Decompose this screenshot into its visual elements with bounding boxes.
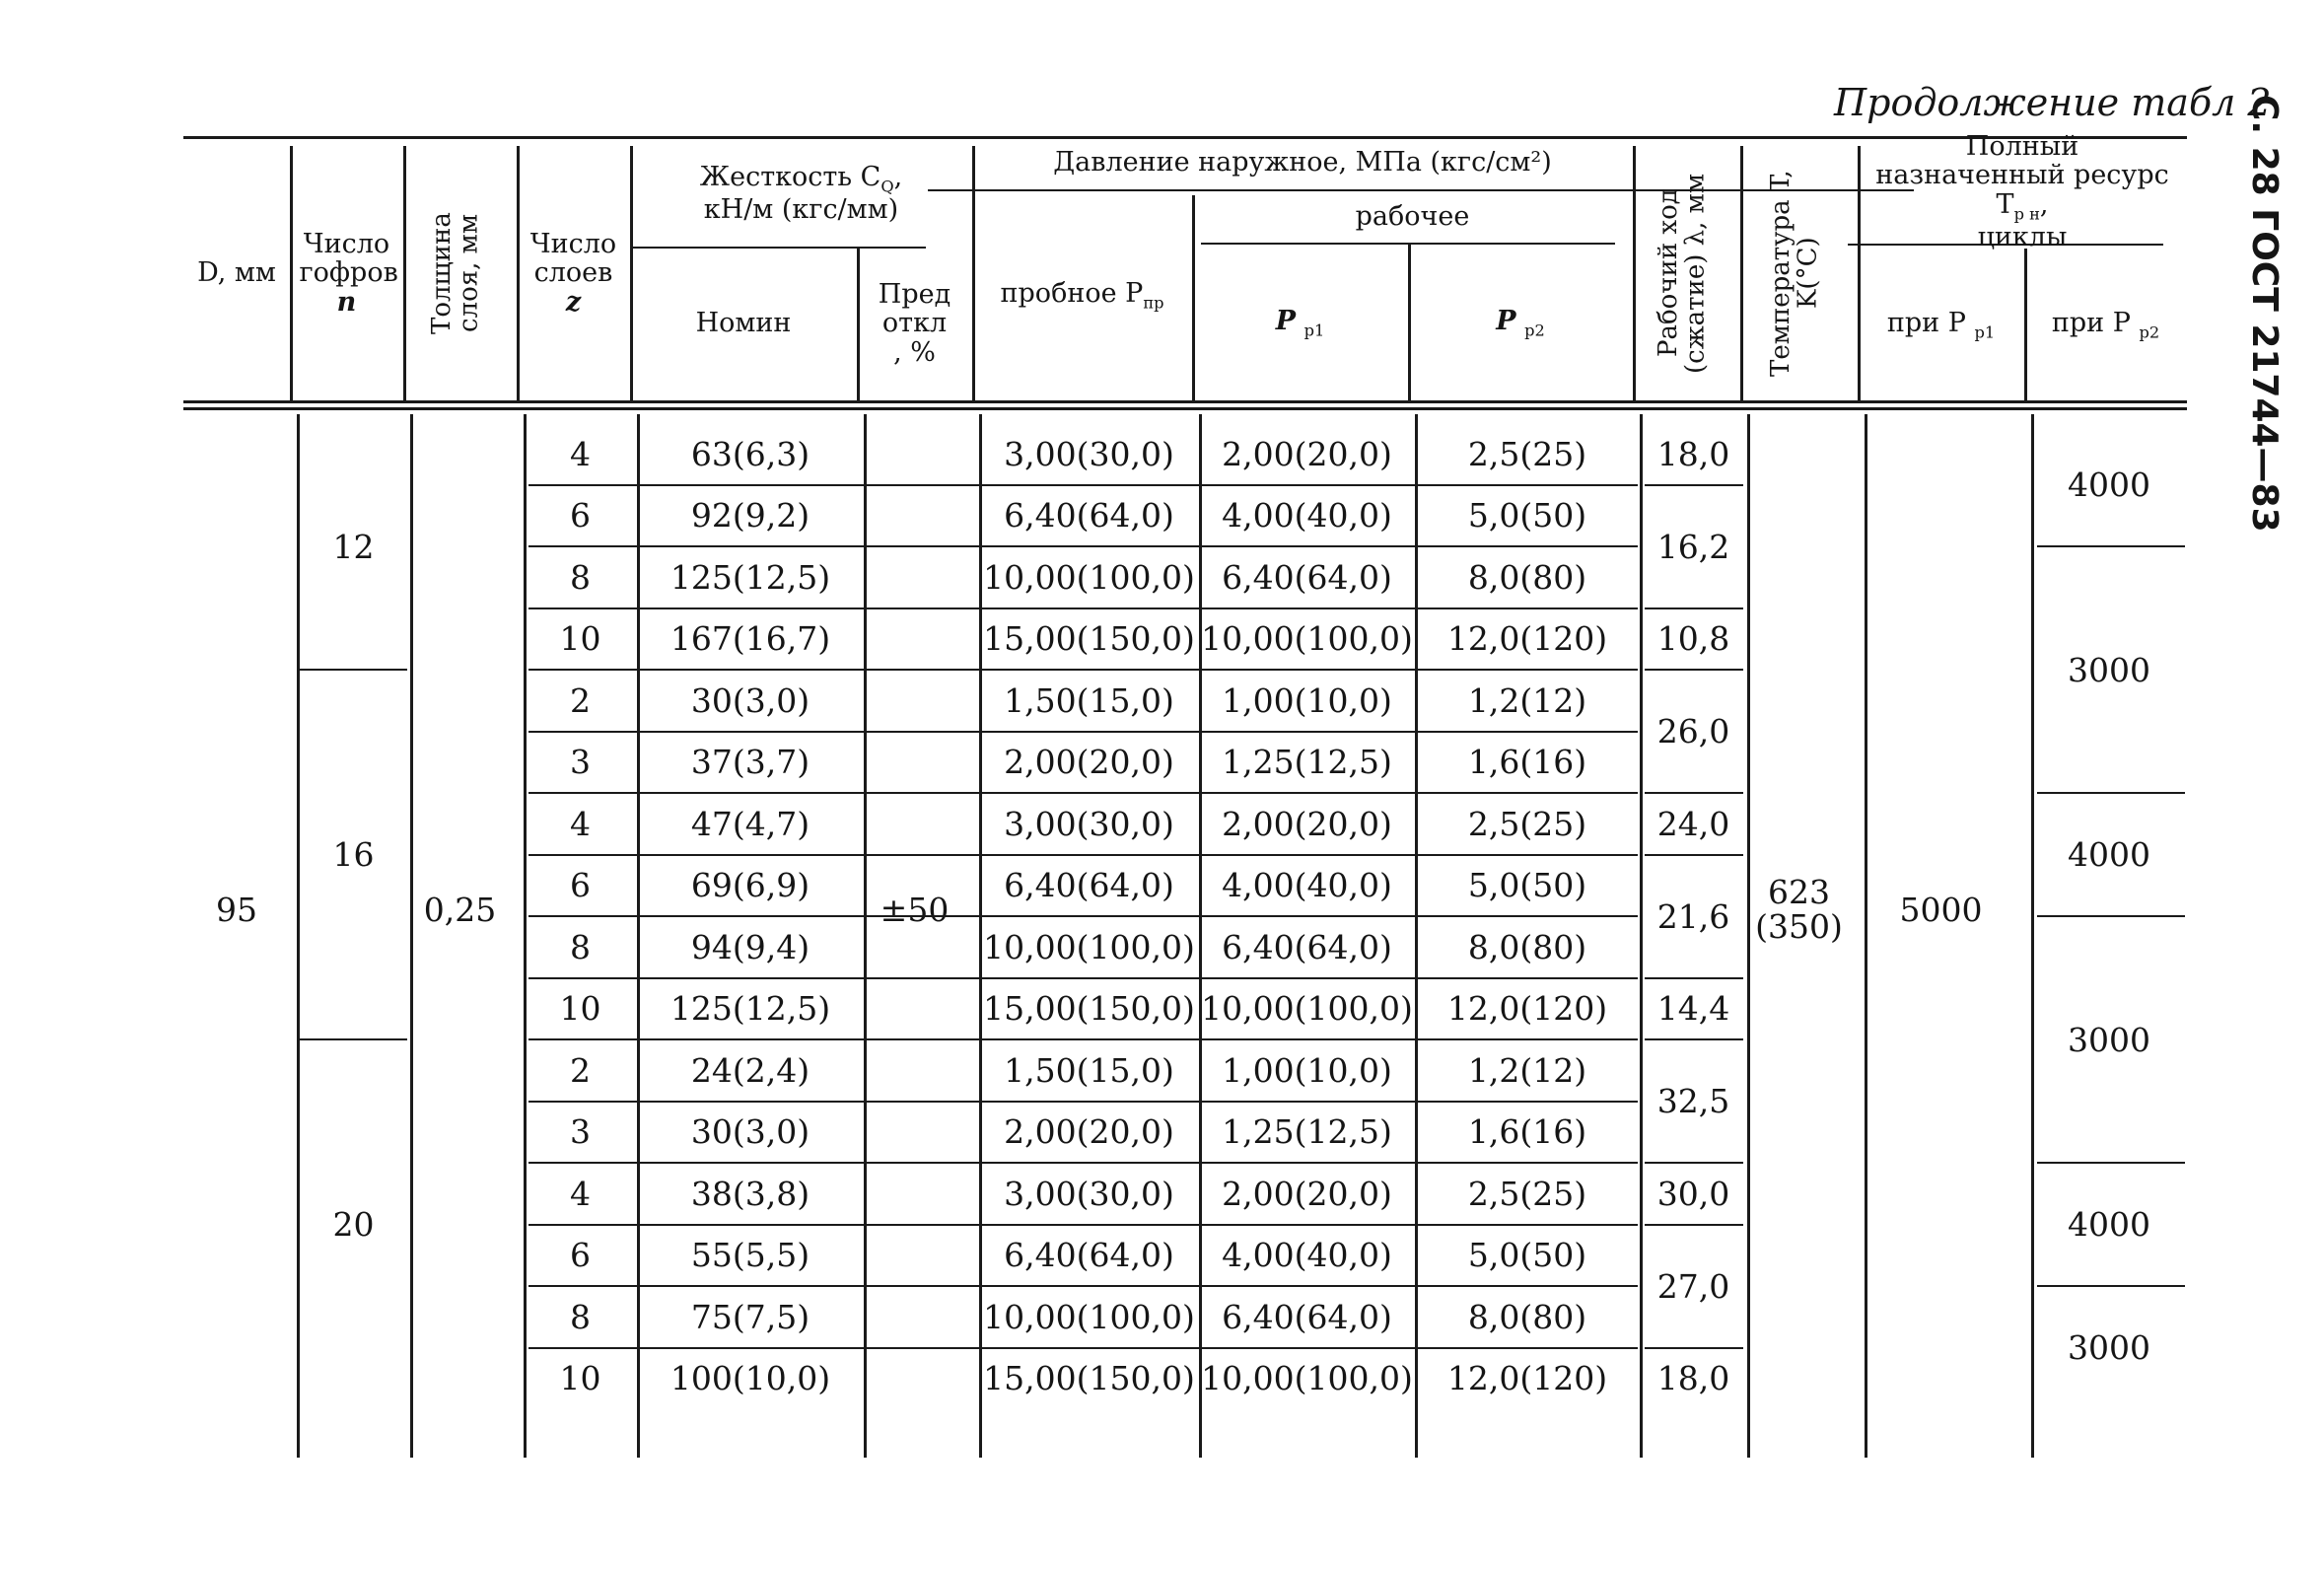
bellows-parameters-table <box>183 131 2187 1458</box>
col-header-thickness-text: Толщина слоя, мм <box>426 212 483 334</box>
cell-working-p2: 2,5(25) <box>1467 804 1587 843</box>
col-header-p2 <box>1408 245 1633 400</box>
stiffness-label: Жесткость C <box>699 161 881 192</box>
cell-test-pressure: 6,40(64,0) <box>1004 866 1174 905</box>
cell-working-p1: 10,00(100,0) <box>1201 1359 1413 1398</box>
cell-test-pressure: 15,00(150,0) <box>983 619 1195 659</box>
cell-working-p1: 4,00(40,0) <box>1222 496 1392 536</box>
cell-nominal-stiffness: 69(6,9) <box>690 866 810 905</box>
cell-working-p1: 6,40(64,0) <box>1222 927 1392 966</box>
cell-working-p1: 6,40(64,0) <box>1222 557 1392 597</box>
cell-nominal-stiffness: 47(4,7) <box>690 804 810 843</box>
cell-test-pressure: 10,00(100,0) <box>983 557 1195 597</box>
body-vline <box>410 414 413 1458</box>
cell-working-p2: 5,0(50) <box>1467 866 1587 905</box>
cell-nominal-stiffness: 63(6,3) <box>690 434 810 473</box>
resource-sub: р н <box>2013 204 2040 224</box>
cell-layers: 6 <box>570 496 591 536</box>
cell-layers: 8 <box>570 927 591 966</box>
col-header-stiffness-units: кН/м (кгс/мм) <box>703 193 899 225</box>
cell-corrugations: 20 <box>332 1205 375 1245</box>
cell-nominal-stiffness: 55(5,5) <box>690 1236 810 1275</box>
cell-working-p1: 4,00(40,0) <box>1222 1236 1392 1275</box>
cell-working-p2: 1,2(12) <box>1467 1050 1587 1090</box>
thickness-value: 0,25 <box>423 890 497 929</box>
cell-layers: 4 <box>570 804 591 843</box>
cell-stroke: 21,6 <box>1656 896 1730 936</box>
cell-stroke: 30,0 <box>1656 1174 1730 1213</box>
col-header-layers-var: z <box>565 286 582 318</box>
cell-layers: 4 <box>570 434 591 473</box>
cell-working-p2: 2,5(25) <box>1467 1174 1587 1213</box>
header-bottom-rule-2 <box>183 407 2187 410</box>
cell-test-pressure: 1,50(15,0) <box>1004 680 1174 720</box>
continuation-caption: Продолжение табл 2 <box>1834 81 2272 124</box>
cell-working-p2: 12,0(120) <box>1446 989 1608 1029</box>
res-p1-text: при P <box>1886 307 1966 338</box>
cell-test-pressure: 6,40(64,0) <box>1004 1236 1174 1275</box>
tolerance-value: ±50 <box>880 890 950 929</box>
side-standard-label <box>2234 95 2293 558</box>
cell-working-p1: 1,25(12,5) <box>1222 743 1392 782</box>
col-header-test-pressure <box>972 189 1192 400</box>
col-header-stiffness-title: Жесткость $C_Q$, <box>699 161 903 196</box>
p2-label <box>1496 307 1545 339</box>
cell-nominal-stiffness: 24(2,4) <box>690 1050 810 1090</box>
cell-working-p1: 10,00(100,0) <box>1201 989 1413 1029</box>
cell-test-pressure: 3,00(30,0) <box>1004 1174 1174 1213</box>
test-pressure-text: пробное P <box>1000 277 1144 309</box>
cell-working-p2: 5,0(50) <box>1467 496 1587 536</box>
cell-working-p2: 1,6(16) <box>1467 743 1587 782</box>
col-header-p1 <box>1192 245 1408 400</box>
cell-working-p2: 12,0(120) <box>1446 619 1608 659</box>
col-header-corrugations <box>290 146 403 400</box>
cell-test-pressure: 2,00(20,0) <box>1004 743 1174 782</box>
res-p2-sub: p2 <box>2139 322 2160 341</box>
col-header-thickness <box>403 146 517 400</box>
cell-nominal-stiffness: 167(16,7) <box>669 619 831 659</box>
cell-stroke: 26,0 <box>1656 712 1730 751</box>
cell-test-pressure: 15,00(150,0) <box>983 989 1195 1029</box>
cell-layers: 10 <box>559 619 601 659</box>
cell-working-p2: 8,0(80) <box>1467 1297 1587 1336</box>
col-header-stroke <box>1633 146 1740 400</box>
cell-layers: 10 <box>559 1359 601 1398</box>
cell-resource-p2: 3000 <box>2068 650 2150 689</box>
cell-resource-p2: 4000 <box>2068 835 2150 875</box>
resource-title-text: Полный назначенный ресурс T <box>1875 131 2169 220</box>
cell-layers: 2 <box>570 1050 591 1090</box>
cell-nominal-stiffness: 100(10,0) <box>669 1359 831 1398</box>
col-header-tolerance <box>857 247 972 400</box>
cell-working-p2: 5,0(50) <box>1467 1236 1587 1275</box>
res-p2-text: при P <box>2051 307 2131 338</box>
cell-working-p1: 4,00(40,0) <box>1222 866 1392 905</box>
cell-layers: 6 <box>570 866 591 905</box>
res-p1-sub: p1 <box>1974 322 1996 341</box>
cell-layers: 3 <box>570 1112 591 1152</box>
col-header-res-p1 <box>1858 249 2024 400</box>
cell-test-pressure: 3,00(30,0) <box>1004 804 1174 843</box>
cell-nominal-stiffness: 92(9,2) <box>690 496 810 536</box>
standard-code-text: С. 28 ГОСТ 21744—83 <box>2244 95 2285 533</box>
cell-working-p1: 2,00(20,0) <box>1222 1174 1392 1213</box>
cell-nominal-stiffness: 125(12,5) <box>669 989 831 1029</box>
col-header-temperature <box>1740 146 1858 400</box>
cell-test-pressure: 10,00(100,0) <box>983 927 1195 966</box>
cell-working-p1: 1,00(10,0) <box>1222 1050 1392 1090</box>
cell-working-p2: 2,5(25) <box>1467 434 1587 473</box>
body-vline <box>1865 414 1867 1458</box>
col-header-res-p2 <box>2024 249 2187 400</box>
d-value: 95 <box>216 890 257 929</box>
cell-layers: 8 <box>570 557 591 597</box>
p1-var: P <box>1275 305 1297 336</box>
cell-stroke: 10,8 <box>1656 619 1730 659</box>
col-header-d: D, мм <box>197 257 276 289</box>
cell-layers: 3 <box>570 743 591 782</box>
col-header-layers-text: Число слоев <box>529 229 617 289</box>
cell-working-p1: 1,25(12,5) <box>1222 1112 1392 1152</box>
cell-working-p2: 1,2(12) <box>1467 680 1587 720</box>
cell-working-p1: 6,40(64,0) <box>1222 1297 1392 1336</box>
cell-layers: 4 <box>570 1174 591 1213</box>
cell-test-pressure: 6,40(64,0) <box>1004 496 1174 536</box>
col-header-tolerance-text: Пред откл , % <box>878 279 951 368</box>
cell-layers: 6 <box>570 1236 591 1275</box>
cell-test-pressure: 15,00(150,0) <box>983 1359 1195 1398</box>
cell-stroke: 24,0 <box>1656 804 1730 843</box>
body-vline <box>864 414 867 1458</box>
res-p2-label <box>2052 309 2159 341</box>
cell-working-p1: 10,00(100,0) <box>1201 619 1413 659</box>
body-vline <box>1747 414 1750 1458</box>
cell-nominal-stiffness: 30(3,0) <box>690 680 810 720</box>
cell-working-p2: 1,6(16) <box>1467 1112 1587 1152</box>
resource-p1-value: 5000 <box>1899 890 1983 929</box>
temperature-value-text: 623 (350) <box>1755 873 1843 946</box>
cell-test-pressure: 2,00(20,0) <box>1004 1112 1174 1152</box>
p2-sub: p2 <box>1524 320 1545 339</box>
cell-test-pressure: 10,00(100,0) <box>983 1297 1195 1336</box>
col-header-temperature-text: Температура T, K(°C) <box>1765 170 1822 377</box>
cell-nominal-stiffness: 94(9,4) <box>690 927 810 966</box>
res-p1-label <box>1887 309 1995 341</box>
cell-stroke: 18,0 <box>1656 434 1730 473</box>
col-header-corrugations-text: Число гофров <box>299 229 398 289</box>
col-header-working: рабочее <box>1355 201 1470 233</box>
temperature-value <box>1740 417 1858 1403</box>
cell-nominal-stiffness: 38(3,8) <box>690 1174 810 1213</box>
cell-resource-p2: 4000 <box>2068 465 2150 505</box>
col-header-resource <box>1858 131 2187 252</box>
cell-stroke: 27,0 <box>1656 1266 1730 1306</box>
col-header-layers <box>517 146 630 400</box>
test-pressure-sub: пр <box>1143 292 1164 312</box>
cell-test-pressure: 1,50(15,0) <box>1004 1050 1174 1090</box>
cell-corrugations: 12 <box>332 527 375 566</box>
col-header-pressure: Давление наружное, МПа (кгс/см²) <box>1053 147 1552 179</box>
cell-nominal-stiffness: 30(3,0) <box>690 1112 810 1152</box>
cell-stroke: 18,0 <box>1656 1359 1730 1398</box>
cell-test-pressure: 3,00(30,0) <box>1004 434 1174 473</box>
cell-layers: 10 <box>559 989 601 1029</box>
cell-working-p1: 2,00(20,0) <box>1222 804 1392 843</box>
stiffness-sub: Q <box>880 177 894 196</box>
test-pressure-label <box>1001 279 1164 312</box>
cell-resource-p2: 3000 <box>2068 1020 2150 1059</box>
resource-title: Полный назначенный ресурс $T_{р н}$, <box>1875 131 2169 224</box>
col-header-corrugations-var: n <box>336 286 357 318</box>
cell-layers: 8 <box>570 1297 591 1336</box>
cell-working-p1: 2,00(20,0) <box>1222 434 1392 473</box>
cell-stroke: 14,4 <box>1656 989 1730 1029</box>
col-header-stroke-text: Рабочий ход (сжатие) λ, мм <box>1653 173 1710 374</box>
cell-stroke: 32,5 <box>1656 1082 1730 1121</box>
cell-resource-p2: 3000 <box>2068 1328 2150 1368</box>
p1-label <box>1276 307 1325 339</box>
cell-working-p2: 12,0(120) <box>1446 1359 1608 1398</box>
cell-nominal-stiffness: 125(12,5) <box>669 557 831 597</box>
cell-nominal-stiffness: 75(7,5) <box>690 1297 810 1336</box>
cell-working-p2: 8,0(80) <box>1467 927 1587 966</box>
cell-corrugations: 16 <box>332 835 375 875</box>
cell-resource-p2: 4000 <box>2068 1205 2150 1245</box>
p2-var: P <box>1496 305 1516 336</box>
cell-nominal-stiffness: 37(3,7) <box>690 743 810 782</box>
resource-units: циклы <box>1977 221 2068 252</box>
p1-sub: p1 <box>1303 320 1325 339</box>
cell-working-p2: 8,0(80) <box>1467 557 1587 597</box>
cell-stroke: 16,2 <box>1656 527 1730 566</box>
cell-layers: 2 <box>570 680 591 720</box>
cell-working-p1: 1,00(10,0) <box>1222 680 1392 720</box>
col-header-nominal: Номин <box>695 308 792 339</box>
col-header-stiffness <box>630 140 972 247</box>
header-bottom-rule-1 <box>183 400 2187 403</box>
